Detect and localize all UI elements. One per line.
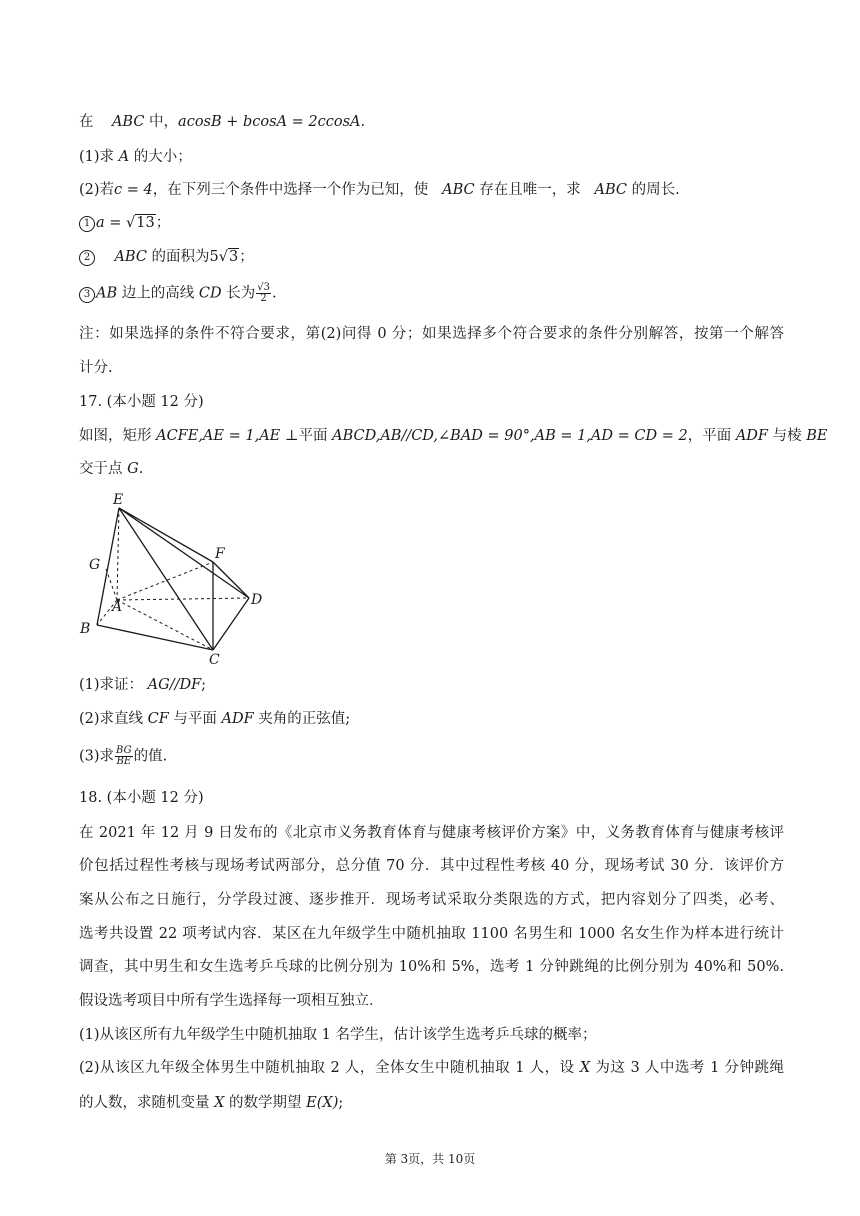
text: 在 (79, 114, 94, 130)
problem-18-header: 18. (本小题 12 分) (79, 790, 204, 806)
sqrt-sign: √ (218, 249, 229, 265)
text: 为这 3 人中选考 1 分钟跳绳 (595, 1060, 785, 1076)
text: 平面 (298, 428, 328, 444)
math: ABCD,AB//CD,∠BAD = 90°,AB = 1,AD = CD = 2 (332, 428, 688, 444)
geometry-figure (78, 490, 268, 668)
math: ABC (594, 182, 628, 198)
math: 13 (136, 215, 155, 231)
edge-FD (213, 562, 249, 598)
text: 的周长. (631, 182, 680, 198)
problem-18-line-6: 假设选考项目中所有学生选择每一项相互独立． (79, 993, 384, 1009)
math: ADF (221, 711, 254, 727)
edge-AG (105, 566, 117, 600)
math: 3 (229, 249, 239, 265)
text: 存在且唯一，求 (479, 182, 581, 198)
math: c = 4 (114, 182, 153, 198)
fraction (115, 746, 133, 767)
problem-17-q2 (79, 709, 784, 729)
text: (2)求直线 (79, 711, 144, 727)
text: 的面积为 (151, 249, 210, 265)
text: 的数学期望 (229, 1095, 302, 1111)
problem-18-q2-line-1 (79, 1058, 784, 1078)
text: ，平面 (687, 428, 732, 444)
problem-18-line-4: 选考共设置 22 项考试内容．某区在九年级学生中随机抽取 1100 名男生和 1000 名女生作为样本进行统计 (79, 926, 784, 942)
prev-q1 (79, 147, 784, 167)
text: (2)若 (79, 182, 115, 198)
text: ; (201, 677, 207, 693)
text: ，在下列三个条件中选择一个作为已知，使 (152, 182, 429, 198)
problem-17-header: 17. (本小题 12 分) (79, 394, 204, 410)
math: ACFE,AE = 1,AE ⊥ (156, 428, 299, 444)
circled-number-1: 1 (79, 216, 95, 232)
text: (1)求证： (79, 677, 144, 693)
label-E: E (113, 492, 124, 508)
text: (3)求 (79, 748, 115, 765)
text: 边上的高线 (121, 285, 195, 302)
math: ADF (735, 428, 768, 444)
problem-17-q3 (79, 746, 784, 767)
math: ABC (111, 114, 145, 130)
math: 5 (209, 249, 219, 265)
problem-17-q1 (79, 675, 784, 695)
edge-EA (117, 508, 119, 600)
math: ABC (442, 182, 475, 198)
label-F: F (215, 546, 225, 562)
edge-CD (213, 598, 249, 650)
edge-AF (117, 562, 213, 600)
math: acosB + bcosA = 2ccosA. (178, 114, 366, 130)
condition-3 (79, 283, 784, 304)
text: 的大小； (133, 149, 192, 165)
label-D: D (251, 592, 263, 608)
math: AB (96, 285, 118, 302)
text: 的值. (133, 748, 168, 765)
edge-EF (119, 508, 213, 562)
label-A: A (112, 599, 123, 615)
condition-1 (79, 213, 784, 233)
text: 与棱 (772, 428, 802, 444)
polyhedron-diagram (78, 490, 268, 668)
condition-2 (79, 247, 784, 267)
math: a = (96, 215, 127, 231)
prev-q2 (79, 180, 784, 200)
math: G (127, 461, 139, 477)
edge-AD (117, 598, 249, 600)
problem-18-line-2: 价包括过程性考核与现场考试两部分，总分值 70 分．其中过程性考核 40 分，现场考试 30 分．该评价方 (79, 858, 784, 874)
text: . (271, 285, 277, 302)
sqrt-sign: √ (126, 215, 136, 231)
numerator: BG (116, 745, 132, 756)
math: X (214, 1095, 225, 1111)
fraction (256, 283, 271, 304)
text: 长为 (226, 285, 256, 302)
problem-17-stem-line-1 (79, 426, 828, 446)
problem-18-line-3: 案从公布之日施行，分学段过渡、逐步推开．现场考试采取分类限选的方式，把内容划分了四类，必考、 (79, 892, 784, 908)
math: A (118, 149, 130, 165)
problem-18-q1: (1)从该区所有九年级学生中随机抽取 1 名学生，估计该学生选考乒乓球的概率； (79, 1027, 597, 1043)
circled-number-2: 2 (79, 250, 95, 266)
text: ； (155, 215, 171, 231)
text: 如图，矩形 (79, 428, 152, 444)
problem-18-line-5: 调查，其中男生和女生选考乒乓球的比例分别为 10%和 5%，选考 1 分钟跳绳的比例分别为 40%和 50%. (79, 959, 784, 975)
denominator: 2 (260, 293, 267, 304)
text: (2)从该区九年级全体男生中随机抽取 2 人，全体女生中随机抽取 1 人，设 (79, 1060, 575, 1076)
numerator: √3 (257, 282, 270, 293)
text: ; (338, 1095, 344, 1111)
label-C: C (209, 652, 220, 668)
note-line-1: 注：如果选择的条件不符合要求，第(2)问得 0 分；如果选择多个符合要求的条件分别解答，按第一个解答 (79, 326, 784, 342)
label-B: B (80, 621, 91, 637)
note-line-2: 计分. (79, 360, 113, 376)
problem-18-q2-line-2 (79, 1093, 784, 1113)
edge-EC (119, 508, 213, 650)
math: ABC (114, 249, 147, 265)
math: BE (806, 428, 828, 444)
edge-AC (117, 600, 213, 650)
prev-problem-stem (79, 112, 784, 132)
edge-ED (119, 508, 249, 598)
label-G: G (89, 557, 101, 573)
text: 的人数，求随机变量 (79, 1095, 210, 1111)
text: . (138, 461, 144, 477)
text: 夹角的正弦值; (258, 711, 351, 727)
text: 与平面 (173, 711, 217, 727)
circled-number-3: 3 (79, 287, 95, 303)
edge-BC (97, 625, 213, 650)
problem-17-stem-line-2 (79, 459, 784, 479)
denominator: BE (116, 756, 132, 767)
text: 交于点 (79, 461, 123, 477)
problem-18-line-1: 在 2021 年 12 月 9 日发布的《北京市义务教育体育与健康考核评价方案》中，义务教育体育与健康考核评 (79, 825, 784, 841)
math: E(X) (306, 1095, 339, 1111)
text: (1)求 (79, 149, 115, 165)
page-footer: 第 3页，共 10页 (384, 1152, 476, 1166)
math: CF (147, 711, 169, 727)
text: 中， (149, 114, 179, 130)
math: AG//DF (147, 677, 202, 693)
math: X (579, 1060, 591, 1076)
text: ； (239, 249, 254, 265)
math: CD (198, 285, 222, 302)
